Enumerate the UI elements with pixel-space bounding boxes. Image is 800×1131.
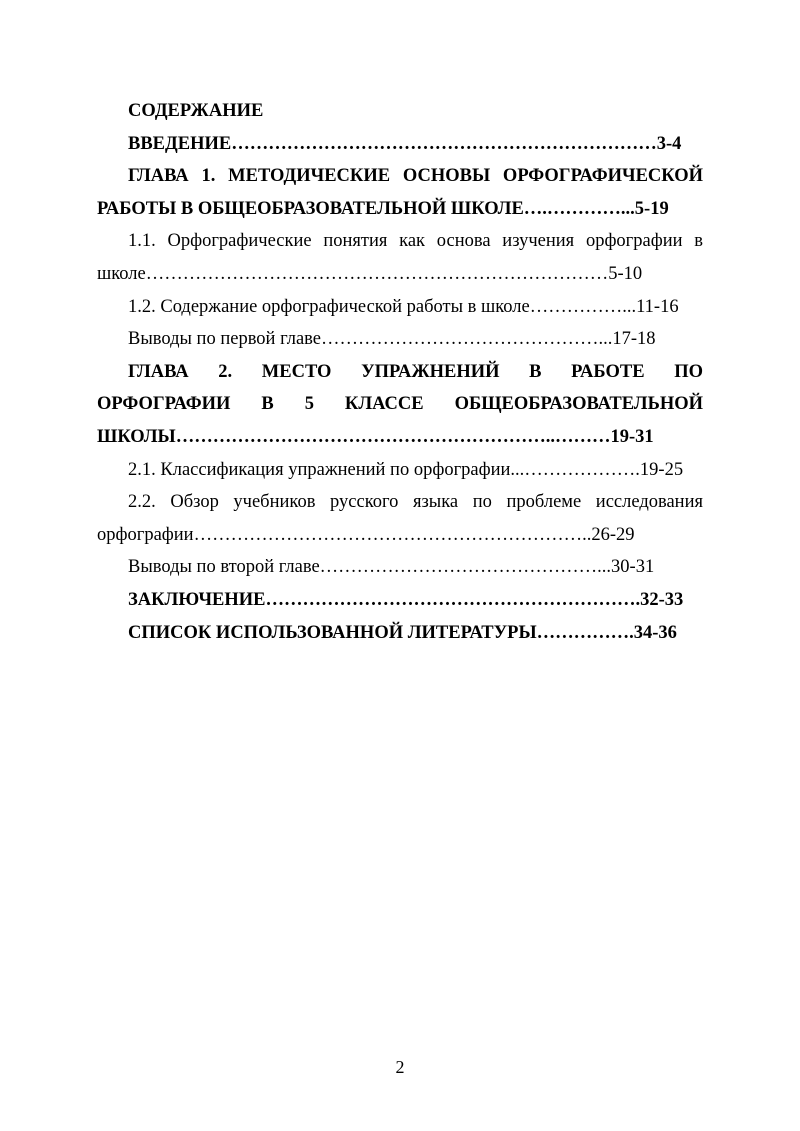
toc-section-2-2-line-1: 2.2. Обзор учебников русского языка по проблеме исследования [128, 492, 703, 513]
toc-chapter-2-line-2: ОРФОГРАФИИ В 5 КЛАССЕ ОБЩЕОБРАЗОВАТЕЛЬНОЙ [97, 394, 703, 415]
toc-chapter-1-line-1: ГЛАВА 1. МЕТОДИЧЕСКИЕ ОСНОВЫ ОРФОГРАФИЧЕСКОЙ [128, 166, 703, 187]
toc-chapter-2-line-1: ГЛАВА 2. МЕСТО УПРАЖНЕНИЙ В РАБОТЕ ПО [128, 361, 703, 382]
toc-chapter-1-line-2: РАБОТЫ В ОБЩЕОБРАЗОВАТЕЛЬНОЙ ШКОЛЕ….…………...5-19 [97, 198, 669, 219]
toc-entry-references: СПИСОК ИСПОЛЬЗОВАННОЙ ЛИТЕРАТУРЫ…………….34-36 [128, 622, 677, 643]
toc-section-1-1-line-1: 1.1. Орфографические понятия как основа изучения орфографии в [128, 231, 703, 252]
toc-conclusions-chapter-1: Выводы по первой главе………………………………………...17-18 [128, 329, 656, 350]
toc-section-1-2: 1.2. Содержание орфографической работы в школе……………...11-16 [128, 296, 679, 317]
toc-section-2-1: 2.1. Классификация упражнений по орфографии...……………….19-25 [128, 459, 684, 480]
toc-conclusions-chapter-2: Выводы по второй главе………………………………………...30-31 [128, 557, 655, 578]
toc-section-2-2-line-2: орфографии………………………………………………………..26-29 [97, 524, 635, 545]
page-number: 2 [395, 1057, 405, 1077]
table-of-contents [97, 95, 703, 649]
toc-section-1-1-line-2: школе…………………………………………………………………5-10 [97, 263, 643, 284]
toc-entry-introduction: ВВЕДЕНИЕ……………………………………………………………3-4 [128, 133, 682, 154]
toc-chapter-2-line-3: ШКОЛЫ……………………………………………………..………19-31 [97, 426, 654, 447]
toc-title: СОДЕРЖАНИЕ [128, 101, 264, 121]
toc-entry-conclusion: ЗАКЛЮЧЕНИЕ…………………………………………………….32-33 [128, 589, 684, 610]
